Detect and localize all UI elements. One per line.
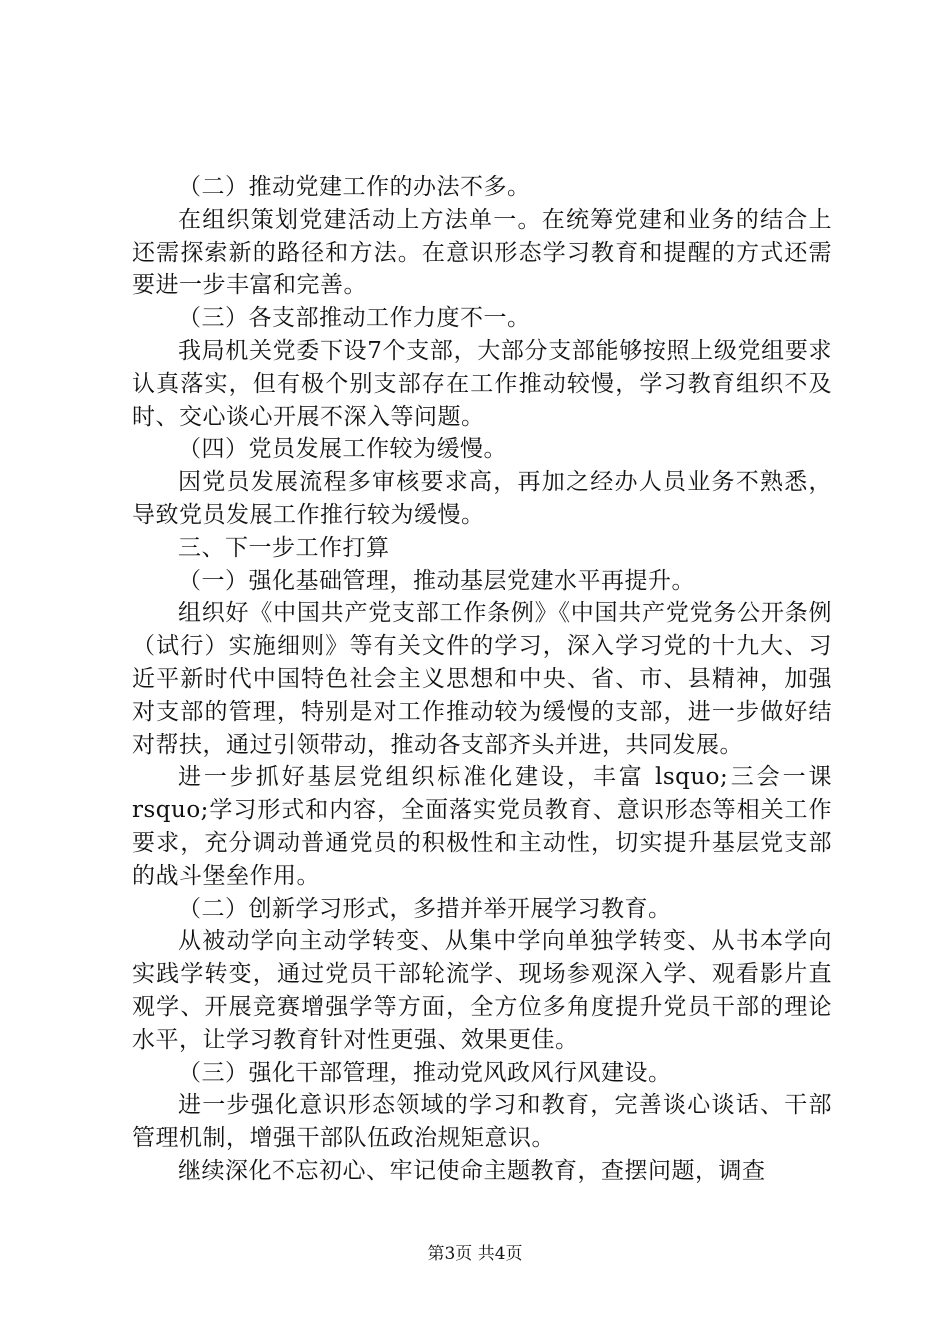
page-number: 第3页 共4页 (427, 1244, 523, 1264)
section-heading-next-steps: 三、下一步工作打算 (178, 534, 390, 561)
paragraph: 在组织策划党建活动上方法单一。在统筹党建和业务的结合上还需探索新的路径和方法。在意识形态学习教育和提醒的方式还需要进一步丰富和完善。 (132, 206, 832, 299)
heading-3-branches: （三）各支部推动工作力度不一。 (178, 305, 531, 332)
paragraph: 继续深化不忘初心、牢记使命主题教育，查摆问题，调查 (178, 1157, 766, 1184)
heading-4-members: （四）党员发展工作较为缓慢。 (178, 436, 507, 463)
paragraph: 进一步强化意识形态领域的学习和教育，完善谈心谈话、干部管理机制，增强干部队伍政治规矩意识。 (132, 1092, 832, 1152)
heading-2-learning: （二）创新学习形式，多措并举开展学习教育。 (178, 895, 672, 922)
heading-1-basic-management: （一）强化基础管理，推动基层党建水平再提升。 (178, 567, 695, 594)
heading-2-methods: （二）推动党建工作的办法不多。 (178, 174, 531, 200)
paragraph: 我局机关党委下设7个支部，大部分支部能够按照上级党组要求认真落实，但有极个别支部存在工作推动较慢，学习教育组织不及时、交心谈心开展不深入等问题。 (132, 337, 832, 430)
paragraph: 组织好《中国共产党支部工作条例》《中国共产党党务公开条例（试行）实施细则》等有关文件的学习，深入学习党的十九大、习近平新时代中国特色社会主义思想和中央、省、市、县精神，加强对支部的管理，特别是对工作推动较为缓慢的支部，进一步做好结对帮扶，通过引领带动，推动各支部齐头并进，共同发展。 (132, 600, 832, 758)
document-body (132, 171, 832, 1188)
heading-3-cadre: （三）强化干部管理，推动党风政风行风建设。 (178, 1059, 672, 1086)
paragraph: 进一步抓好基层党组织标准化建设，丰富 lsquo;三会一课rsquo;学习形式和内容，全面落实党员教育、意识形态等相关工作要求，充分调动普通党员的积极性和主动性，切实提升基层党支部的战斗堡垒作用。 (132, 764, 832, 889)
paragraph: 因党员发展流程多审核要求高，再加之经办人员业务不熟悉，导致党员发展工作推行较为缓慢。 (132, 469, 832, 528)
paragraph: 从被动学向主动学转变、从集中学向单独学转变、从书本学向实践学转变，通过党员干部轮流学、现场参观深入学、观看影片直观学、开展竞赛增强学等方面，全方位多角度提升党员干部的理论水平，让学习教育针对性更强、效果更佳。 (132, 928, 832, 1053)
